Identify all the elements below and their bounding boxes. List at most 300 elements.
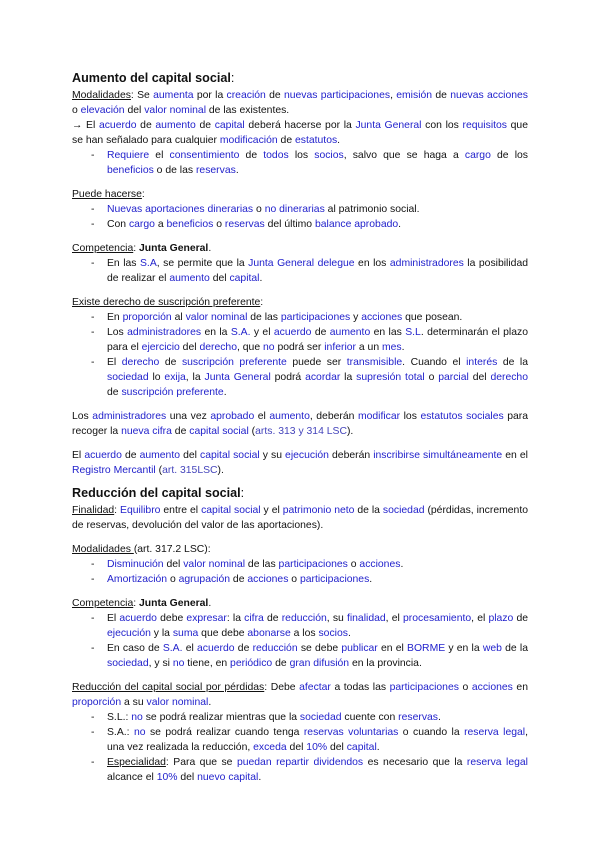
- text-run: , y si: [148, 658, 173, 669]
- title-colon: :: [230, 71, 235, 85]
- keyword-text: procesamiento: [402, 613, 472, 624]
- text-run: : Para que se: [165, 757, 237, 768]
- text-run: o de las: [153, 165, 196, 176]
- text-run: de: [230, 574, 248, 585]
- text-run: ).: [346, 426, 354, 437]
- keyword-text: web: [482, 643, 502, 654]
- keyword-text: mes: [382, 342, 402, 353]
- text-run: podrá: [270, 372, 306, 383]
- keyword-text: nuevas acciones: [450, 90, 529, 101]
- paragraph: [72, 187, 528, 202]
- keyword-text: reserva legal: [464, 727, 526, 738]
- text-run: o: [213, 219, 225, 230]
- keyword-text: ejecución: [285, 450, 329, 461]
- text-run: (: [155, 465, 163, 476]
- text-run: deberán: [328, 450, 374, 461]
- keyword-text: reserva legal: [466, 757, 528, 768]
- keyword-text: beneficios: [107, 165, 154, 176]
- text-run: a los: [290, 628, 319, 639]
- text-run: .: [400, 559, 404, 570]
- text-run: y el: [260, 505, 283, 516]
- keyword-text: parcial: [438, 372, 469, 383]
- text-run: con los: [421, 120, 463, 131]
- text-run: Los: [72, 411, 93, 422]
- keyword-text: cifra: [244, 613, 264, 624]
- text-run: de: [513, 613, 529, 624]
- text-run: cuente con: [341, 712, 399, 723]
- text-run: En: [107, 312, 123, 323]
- paragraph: [72, 503, 528, 533]
- text-run: .: [398, 219, 402, 230]
- keyword-text: aumento: [269, 411, 310, 422]
- keyword-text: aumento: [329, 327, 371, 338]
- text-run: deberá hacerse por la: [244, 120, 356, 131]
- keyword-text: reducción: [281, 613, 327, 624]
- keyword-text: acuerdo: [119, 613, 157, 624]
- text-run: : la: [226, 613, 245, 624]
- text-run: de: [432, 90, 451, 101]
- keyword-text: creación: [226, 90, 266, 101]
- keyword-text: periódico: [230, 658, 273, 669]
- keyword-text: acordar: [305, 372, 341, 383]
- text-run: .: [437, 712, 441, 723]
- text-run: de: [277, 135, 295, 146]
- text-run: . Cuando el: [402, 357, 467, 368]
- text-run: entre el: [160, 505, 202, 516]
- text-run: , el: [471, 613, 489, 624]
- text-run: El: [107, 357, 122, 368]
- text-run: que debe: [198, 628, 248, 639]
- text-run: del: [180, 450, 200, 461]
- text-run: que se han señalado para cualquier: [72, 120, 528, 146]
- title-colon: :: [240, 486, 245, 500]
- keyword-text: acciones: [361, 312, 403, 323]
- text-run: de las: [247, 312, 281, 323]
- keyword-text: capital social: [189, 426, 249, 437]
- text-run: a: [154, 219, 167, 230]
- bullet-list: [72, 256, 528, 286]
- list-item: [72, 572, 528, 587]
- text-run: o: [253, 204, 265, 215]
- section-title-text: Aumento del capital social: [72, 71, 231, 85]
- text-run: del: [286, 742, 307, 753]
- keyword-text: afectar: [299, 682, 331, 693]
- keyword-text: capital social: [201, 505, 261, 516]
- text-run: de la: [497, 357, 528, 368]
- keyword-text: emisión: [396, 90, 433, 101]
- bullet-list: [72, 148, 528, 178]
- text-run: :: [133, 243, 140, 254]
- text-run: de: [272, 658, 290, 669]
- text-run: de: [265, 90, 284, 101]
- keyword-text: elevación: [80, 105, 125, 116]
- list-item: [72, 725, 528, 755]
- text-run: , que: [237, 342, 263, 353]
- paragraph: [72, 596, 528, 611]
- text-run: la posibilidad de realizar el: [107, 258, 528, 284]
- keyword-text: Junta General: [248, 258, 315, 269]
- text-run: : Se: [130, 90, 154, 101]
- text-run: tiene, en: [184, 658, 231, 669]
- keyword-text: aumento: [155, 120, 196, 131]
- keyword-text: acuerdo: [273, 327, 312, 338]
- keyword-text: exceda: [253, 742, 287, 753]
- text-run: en las: [370, 327, 406, 338]
- underlined-label: Puede hacerse: [72, 189, 142, 200]
- text-run: del: [179, 342, 200, 353]
- keyword-text: no: [172, 658, 185, 669]
- keyword-text: finalidad: [346, 613, 386, 624]
- paragraph: [72, 295, 528, 310]
- text-run: a todas las: [330, 682, 390, 693]
- paragraph: [72, 542, 528, 557]
- text-run: del: [468, 372, 491, 383]
- text-run: de: [121, 450, 140, 461]
- text-run: de: [263, 613, 282, 624]
- text-run: :: [141, 189, 145, 200]
- keyword-text: Junta General: [355, 120, 422, 131]
- keyword-text: administradores: [127, 327, 202, 338]
- keyword-text: inferior: [324, 342, 356, 353]
- text-run: .: [347, 628, 351, 639]
- keyword-text: suscripción preferente: [121, 387, 224, 398]
- list-item: [72, 611, 528, 641]
- keyword-text: capital: [214, 120, 245, 131]
- underlined-label: Modalidades: [72, 544, 134, 555]
- keyword-text: reservas: [224, 219, 265, 230]
- text-run: :: [114, 505, 121, 516]
- text-run: o: [458, 682, 472, 693]
- text-run: de: [159, 357, 182, 368]
- text-run: .: [259, 273, 263, 284]
- text-run: :: [260, 297, 264, 308]
- section-title-text: Reducción del capital social: [72, 486, 241, 500]
- text-run: puede ser: [286, 357, 347, 368]
- text-run: de las existentes.: [206, 105, 290, 116]
- text-run: , una vez realizada la reducción,: [107, 727, 528, 753]
- text-run: .: [208, 243, 212, 254]
- keyword-text: Disminución: [107, 559, 164, 570]
- keyword-text: valor nominal: [185, 312, 248, 323]
- list-item: [72, 641, 528, 671]
- keyword-text: valor nominal: [146, 697, 209, 708]
- keyword-text: balance aprobado: [314, 219, 399, 230]
- text-run: , se permite que la: [156, 258, 249, 269]
- keyword-text: valor nominal: [183, 559, 246, 570]
- text-run: Los: [107, 327, 128, 338]
- keyword-text: acciones: [359, 559, 401, 570]
- text-run: se podrá realizar cuando tenga: [145, 727, 304, 738]
- underlined-label: Finalidad: [72, 505, 115, 516]
- keyword-text: cargo: [128, 219, 155, 230]
- keyword-text: proporción: [122, 312, 172, 323]
- keyword-text: abonarse: [247, 628, 291, 639]
- list-item: [72, 355, 528, 400]
- section-title-aumento: [72, 70, 528, 86]
- keyword-text: derecho: [199, 342, 237, 353]
- bullet-list: [72, 557, 528, 587]
- text-run: del: [163, 559, 184, 570]
- text-run: .: [401, 342, 405, 353]
- keyword-text: cargo: [464, 150, 491, 161]
- keyword-text: gran difusión: [289, 658, 350, 669]
- keyword-text: interés: [466, 357, 498, 368]
- keyword-text: socios: [318, 628, 348, 639]
- underlined-label: Competencia: [72, 243, 134, 254]
- text-run: al patrimonio social.: [324, 204, 420, 215]
- text-run: .: [337, 135, 341, 146]
- text-run: o: [424, 372, 439, 383]
- text-run: en el: [502, 450, 528, 461]
- text-run: :: [133, 598, 140, 609]
- text-run: el: [254, 411, 270, 422]
- text-run: o: [347, 559, 360, 570]
- text-run: El: [107, 613, 120, 624]
- text-run: de la: [501, 643, 528, 654]
- text-run: . determinarán el plazo para el: [107, 327, 528, 353]
- keyword-text: publicar: [341, 643, 378, 654]
- keyword-text: inscribirse simultáneamente: [373, 450, 503, 461]
- keyword-text: todos: [263, 150, 289, 161]
- text-run: una vez: [166, 411, 211, 422]
- keyword-text: reservas: [398, 712, 438, 723]
- text-run: debe: [156, 613, 187, 624]
- keyword-text: no: [131, 712, 143, 723]
- keyword-text: supresión total: [356, 372, 425, 383]
- keyword-text: puedan repartir dividendos: [236, 757, 364, 768]
- keyword-text: 10%: [156, 772, 178, 783]
- text-run: es necesario que la: [363, 757, 467, 768]
- text-run: y el: [250, 327, 274, 338]
- text-run: → El: [72, 120, 99, 131]
- list-item: [72, 325, 528, 355]
- keyword-text: beneficios: [166, 219, 214, 230]
- text-run: lo: [148, 372, 165, 383]
- text-run: la: [340, 372, 357, 383]
- bullet-list: [72, 710, 528, 785]
- keyword-text: derecho: [121, 357, 160, 368]
- keyword-text: capital: [229, 273, 260, 284]
- keyword-text: ejercicio: [141, 342, 180, 353]
- list-item: [72, 148, 528, 178]
- list-item: [72, 557, 528, 572]
- text-run: art. 315LSC: [162, 465, 218, 476]
- keyword-text: estatutos: [295, 135, 338, 146]
- list-item: [72, 755, 528, 785]
- text-run: .: [223, 387, 227, 398]
- text-run: de: [234, 643, 253, 654]
- text-run: en los: [354, 258, 390, 269]
- text-run: que posean.: [402, 312, 463, 323]
- keyword-text: plazo: [488, 613, 514, 624]
- keyword-text: reservas voluntarias: [303, 727, 399, 738]
- text-run: del último: [264, 219, 315, 230]
- text-run: S.L.:: [107, 712, 132, 723]
- keyword-text: derecho: [490, 372, 528, 383]
- paragraph: [72, 241, 528, 256]
- text-run: a su: [121, 697, 147, 708]
- text-run: los: [400, 411, 421, 422]
- text-run: , su: [326, 613, 347, 624]
- text-run: y en la: [445, 643, 483, 654]
- text-run: (: [248, 426, 256, 437]
- text-run: al: [171, 312, 186, 323]
- underlined-label: Especialidad: [107, 757, 166, 768]
- text-run: del: [177, 772, 198, 783]
- text-run: : Debe: [264, 682, 300, 693]
- keyword-text: sociedad: [299, 712, 342, 723]
- keyword-text: S.A.: [162, 643, 183, 654]
- text-run: alcance el: [107, 772, 157, 783]
- keyword-text: nuevas participaciones: [283, 90, 391, 101]
- keyword-text: no dinerarias: [264, 204, 325, 215]
- text-run: Con: [107, 219, 129, 230]
- text-run: podrá ser: [274, 342, 325, 353]
- keyword-text: modificación: [219, 135, 278, 146]
- keyword-text: BORME: [407, 643, 446, 654]
- text-run: se podrá realizar mientras que la: [142, 712, 300, 723]
- underlined-label: Reducción del capital social por pérdidas: [72, 682, 265, 693]
- text-run: a un: [356, 342, 382, 353]
- keyword-text: 10%: [306, 742, 328, 753]
- list-item: [72, 202, 528, 217]
- keyword-text: acuerdo: [84, 450, 122, 461]
- keyword-text: Equilibro: [120, 505, 161, 516]
- text-run: de: [239, 150, 264, 161]
- text-run: ,: [390, 90, 397, 101]
- keyword-text: agrupación: [178, 574, 231, 585]
- keyword-text: sociedad: [382, 505, 425, 516]
- keyword-text: nuevo capital: [197, 772, 259, 783]
- text-run: , deberán: [309, 411, 358, 422]
- keyword-text: acciones: [471, 682, 513, 693]
- keyword-text: aumento: [169, 273, 210, 284]
- keyword-text: Amortización: [107, 574, 168, 585]
- keyword-text: reservas: [195, 165, 236, 176]
- text-run: del: [327, 742, 347, 753]
- keyword-text: participaciones: [280, 312, 351, 323]
- bold-text: Junta General: [139, 598, 209, 609]
- text-run: del: [124, 105, 145, 116]
- text-run: y: [350, 312, 362, 323]
- text-run: y su: [259, 450, 286, 461]
- text-run: o cuando la: [398, 727, 465, 738]
- text-run: de la: [354, 505, 383, 516]
- text-run: .: [208, 697, 212, 708]
- text-run: .: [208, 598, 212, 609]
- text-run: , salvo que se haga a: [343, 150, 465, 161]
- text-run: del: [209, 273, 230, 284]
- keyword-text: participaciones: [299, 574, 370, 585]
- text-run: en la provincia.: [349, 658, 422, 669]
- keyword-text: ejecución: [107, 628, 151, 639]
- text-run: .: [235, 165, 239, 176]
- keyword-text: participaciones: [389, 682, 459, 693]
- keyword-text: aumento: [139, 450, 180, 461]
- keyword-text: exija: [164, 372, 186, 383]
- bullet-list: [72, 202, 528, 232]
- list-item: [72, 710, 528, 725]
- keyword-text: no: [133, 727, 146, 738]
- text-run: , la: [185, 372, 205, 383]
- text-run: de: [107, 387, 122, 398]
- paragraph: [72, 409, 528, 439]
- keyword-text: participaciones: [278, 559, 348, 570]
- keyword-text: delegue: [317, 258, 355, 269]
- text-run: (art. 317.2 LSC):: [133, 544, 211, 555]
- paragraph: [72, 680, 528, 710]
- list-item: [72, 310, 528, 325]
- list-item: [72, 256, 528, 286]
- keyword-text: expresar: [186, 613, 227, 624]
- keyword-text: consentimiento: [169, 150, 240, 161]
- text-run: de las: [245, 559, 279, 570]
- section-title-reduccion: [72, 485, 528, 501]
- text-run: en la: [201, 327, 231, 338]
- bullet-list: [72, 310, 528, 400]
- text-run: En las: [107, 258, 140, 269]
- keyword-text: S.A.: [230, 327, 251, 338]
- text-run: o: [167, 574, 179, 585]
- text-run: S.A.:: [107, 727, 134, 738]
- text-run: los: [288, 150, 315, 161]
- text-run: de: [195, 120, 215, 131]
- keyword-text: no: [263, 342, 275, 353]
- keyword-text: valor nominal: [144, 105, 207, 116]
- underlined-label: Existe derecho de suscripción preferente: [72, 297, 261, 308]
- text-run: .: [258, 772, 262, 783]
- keyword-text: Nuevas aportaciones dinerarias: [107, 204, 254, 215]
- keyword-text: S.L: [405, 327, 421, 338]
- keyword-text: reducción: [252, 643, 298, 654]
- text-run: en: [512, 682, 528, 693]
- keyword-text: socios: [314, 150, 344, 161]
- underlined-label: Competencia: [72, 598, 134, 609]
- keyword-text: requisitos: [462, 120, 507, 131]
- keyword-text: capital social: [200, 450, 260, 461]
- text-run: en el: [377, 643, 408, 654]
- keyword-text: Requiere: [107, 150, 150, 161]
- document-content: [72, 70, 528, 785]
- text-run: para recoger la: [72, 411, 529, 437]
- text-run: o: [72, 105, 81, 116]
- keyword-text: suscripción preferente: [181, 357, 287, 368]
- text-run: , el: [385, 613, 403, 624]
- underlined-label: Modalidades: [72, 90, 131, 101]
- text-run: y la: [150, 628, 173, 639]
- keyword-text: modificar: [357, 411, 401, 422]
- list-item: [72, 217, 528, 232]
- text-run: de: [136, 120, 156, 131]
- keyword-text: aprobado: [210, 411, 255, 422]
- text-run: se debe: [297, 643, 342, 654]
- text-run: En caso de: [107, 643, 163, 654]
- keyword-text: nueva cifra: [121, 426, 172, 437]
- keyword-text: suma: [172, 628, 199, 639]
- text-run: el: [182, 643, 198, 654]
- keyword-text: Registro Mercantil: [72, 465, 156, 476]
- text-run: ).: [217, 465, 224, 476]
- paragraph: [72, 118, 528, 148]
- keyword-text: administradores: [92, 411, 167, 422]
- keyword-text: acciones: [247, 574, 289, 585]
- keyword-text: sociedad: [107, 658, 149, 669]
- keyword-text: sociedad: [107, 372, 149, 383]
- keyword-text: acuerdo: [197, 643, 235, 654]
- keyword-text: acuerdo: [98, 120, 137, 131]
- keyword-text: capital: [346, 742, 377, 753]
- text-run: .: [376, 742, 380, 753]
